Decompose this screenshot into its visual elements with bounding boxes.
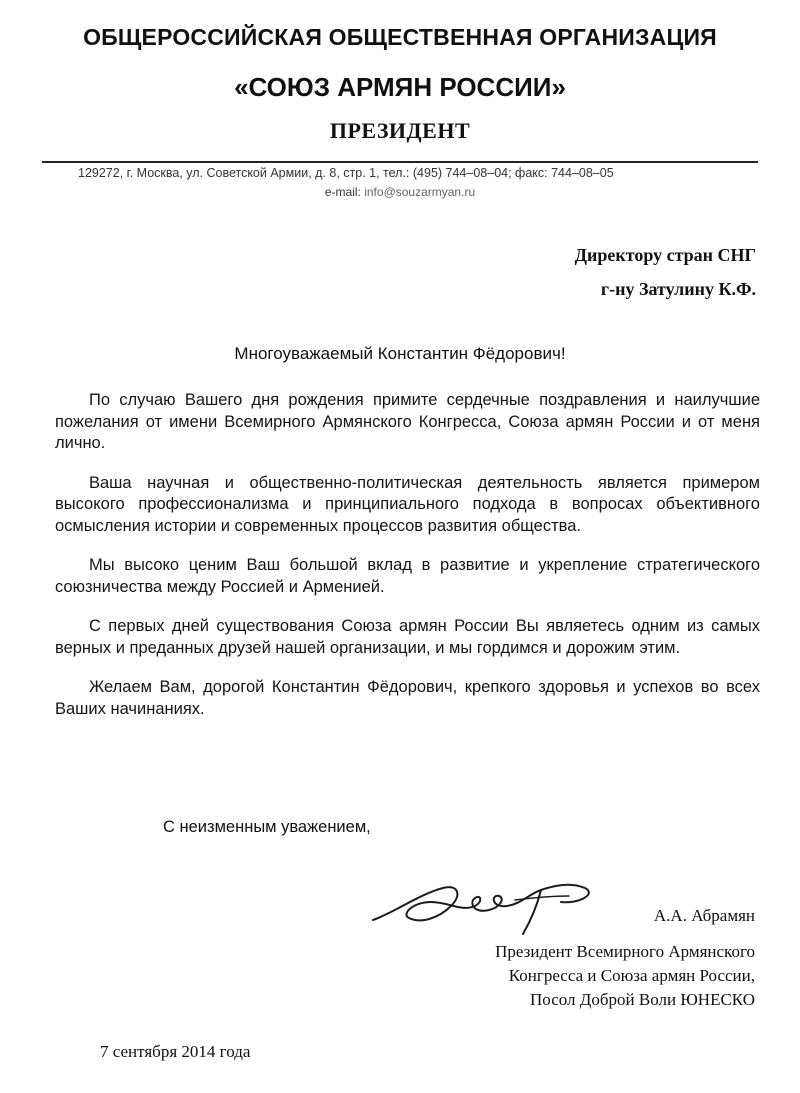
paragraph-5: Желаем Вам, дорогой Константин Фёдорович, крепкого здоровья и успехов во всех Ваших начинаниях. — [55, 678, 760, 718]
paragraph-3: Мы высоко ценим Ваш большой вклад в развитие и укрепление стратегического союзничества между Россией и Арменией. — [55, 556, 760, 596]
recipient-line-1: Директору стран СНГ — [574, 245, 756, 265]
signer-title-line-3: Посол Доброй Воли ЮНЕСКО — [530, 990, 755, 1009]
paragraph-4: С первых дней существования Союза армян России Вы являетесь одним из самых верных и преданных друзей нашей организации, и мы гордимся и дорожим этим. — [55, 617, 760, 657]
paragraph-2: Ваша научная и общественно-политическая деятельность является примером высокого профессионализма и принципиального подхода в вопросах объективного осмысления истории и современных процессов развития общества. — [55, 473, 760, 535]
handwritten-signature — [365, 872, 605, 942]
signer-titles — [495, 940, 755, 1012]
union-name: «СОЮЗ АРМЯН РОССИИ» — [234, 72, 566, 102]
closing-phrase: С неизменным уважением, — [163, 818, 371, 836]
letterhead-title: ПРЕЗИДЕНТ — [329, 118, 471, 143]
header-divider — [42, 161, 758, 163]
letter-date: 7 сентября 2014 года — [100, 1042, 251, 1061]
salutation: Многоуважаемый Константин Фёдорович! — [234, 344, 566, 363]
email-line — [0, 185, 800, 199]
recipient-block — [575, 238, 756, 306]
email-address: info@souzarmyan.ru — [364, 185, 476, 199]
address-line: 129272, г. Москва, ул. Советской Армии, д. 8, стр. 1, тел.: (495) 744–08–04; факс: 744–08–05 — [78, 166, 614, 180]
email-label: e-mail: — [324, 185, 361, 199]
signer-name: А.А. Абрамян — [653, 906, 755, 925]
organization-name: ОБЩЕРОССИЙСКАЯ ОБЩЕСТВЕННАЯ ОРГАНИЗАЦИЯ — [83, 24, 717, 50]
signer-title-line-2: Конгресса и Союза армян России, — [508, 966, 755, 985]
paragraph-1: По случаю Вашего дня рождения примите сердечные поздравления и наилучшие пожелания от имени Всемирного Армянского Конгресса, Союза армян России и от меня лично. — [55, 391, 760, 452]
signer-title-line-1: Президент Всемирного Армянского — [495, 942, 755, 961]
letter-body — [55, 390, 760, 738]
recipient-line-2: г-ну Затулину К.Ф. — [600, 279, 756, 299]
